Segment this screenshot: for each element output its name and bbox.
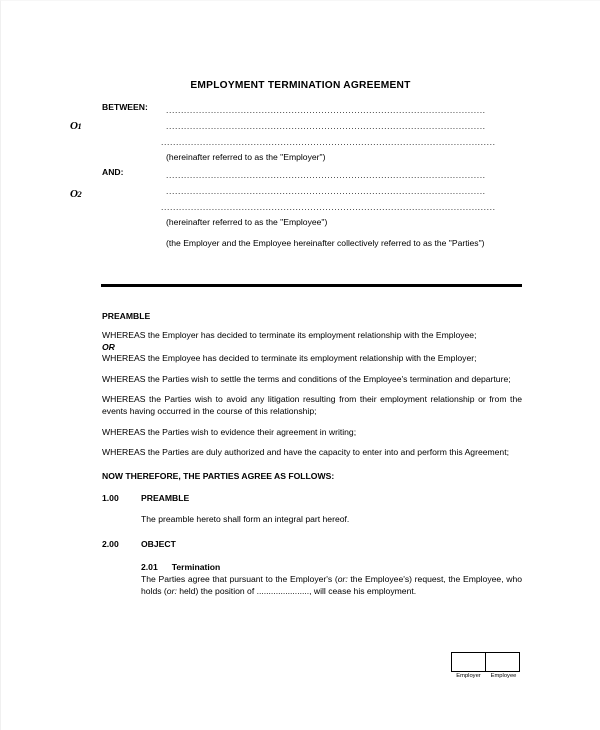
margin-mark-1-letter: O xyxy=(70,120,78,132)
section-2-01-text-3: held) the position of ......................, will cease his employment. xyxy=(176,585,417,596)
section-2-01-heading xyxy=(141,562,522,574)
section-2-header xyxy=(102,539,522,551)
margin-mark-2-letter: O xyxy=(70,188,78,200)
document-body xyxy=(102,311,522,597)
preamble-whereas-4: WHEREAS the Parties wish to avoid any litigation resulting from their employment relationship or from the events having occurred in the course of this relationship; xyxy=(102,394,522,416)
section-2-01-title: Termination xyxy=(171,562,221,573)
margin-mark-2 xyxy=(70,188,81,200)
section-1-number: 1.00 xyxy=(102,492,119,503)
section-2-number: 2.00 xyxy=(102,539,119,550)
employer-line-2[interactable]: ........................................................................................................... xyxy=(166,121,486,131)
section-divider xyxy=(101,284,522,287)
section-2-01-body xyxy=(141,574,522,597)
employer-fill-lines xyxy=(161,102,522,150)
section-1-title: PREAMBLE xyxy=(141,492,190,503)
section-1-body: The preamble hereto shall form an integral part hereof. xyxy=(141,513,350,524)
employer-note: (hereinafter referred to as the "Employer") xyxy=(166,152,326,162)
employee-line-1[interactable]: ........................................................................................................... xyxy=(166,170,486,180)
section-2-01-or-1: or: xyxy=(337,573,348,584)
section-2-01-or-2: or: xyxy=(166,585,177,596)
signature-boxes xyxy=(451,652,521,672)
employer-line-3[interactable]: ................................................................................................................ xyxy=(161,137,496,147)
preamble-heading: PREAMBLE xyxy=(102,311,151,321)
party-row-employer xyxy=(102,102,522,165)
employer-line-1[interactable]: ........................................................................................................... xyxy=(166,105,486,115)
employee-initial-label: Employee xyxy=(490,673,517,679)
signature-labels xyxy=(451,673,521,679)
preamble-whereas-1: WHEREAS the Employer has decided to terminate its employment relationship with the Employee; xyxy=(102,330,477,340)
parties-block xyxy=(102,102,522,251)
collective-note: (the Employer and the Employee hereinafter collectively referred to as the "Parties") xyxy=(166,238,485,248)
section-2-01-text-1: The Parties agree that pursuant to the Employer's ( xyxy=(141,573,338,584)
signature-initials-block xyxy=(451,652,521,679)
preamble-whereas-5: WHEREAS the Parties wish to evidence their agreement in writing; xyxy=(102,426,357,437)
section-2-01-text-2: the Employee's) request, the Employee, who holds ( xyxy=(141,573,522,596)
margin-mark-1 xyxy=(70,120,81,132)
section-2-title: OBJECT xyxy=(141,539,176,550)
employee-note: (hereinafter referred to as the "Employee") xyxy=(166,217,328,227)
employee-line-2[interactable]: ........................................................................................................... xyxy=(166,186,486,196)
employer-initial-label: Employer xyxy=(456,673,481,679)
party-row-employee xyxy=(102,167,522,251)
preamble-or: OR xyxy=(102,341,115,352)
now-therefore-heading: NOW THEREFORE, THE PARTIES AGREE AS FOLLOWS: xyxy=(102,470,335,481)
margin-mark-2-digit: 2 xyxy=(77,189,82,199)
page-title: EMPLOYMENT TERMINATION AGREEMENT xyxy=(190,80,411,91)
preamble-whereas-6: WHEREAS the Parties are duly authorized and have the capacity to enter into and perform this Agreement; xyxy=(102,447,509,458)
employee-initial-box[interactable] xyxy=(485,652,520,672)
employee-line-3[interactable]: ................................................................................................................ xyxy=(161,202,496,212)
between-label: BETWEEN: xyxy=(102,102,148,112)
and-label: AND: xyxy=(102,167,124,177)
section-2-01-number: 2.01 xyxy=(141,562,158,573)
preamble-whereas-3: WHEREAS the Parties wish to settle the terms and conditions of the Employee's termination and departure; xyxy=(102,373,511,384)
preamble-whereas-2: WHEREAS the Employee has decided to terminate its employment relationship with the Employer; xyxy=(102,353,477,364)
employer-initial-box[interactable] xyxy=(451,652,486,672)
employee-fill-lines xyxy=(161,167,522,215)
section-1-header xyxy=(102,493,522,505)
section-2-01 xyxy=(141,562,522,597)
margin-mark-1-digit: 1 xyxy=(77,121,82,131)
